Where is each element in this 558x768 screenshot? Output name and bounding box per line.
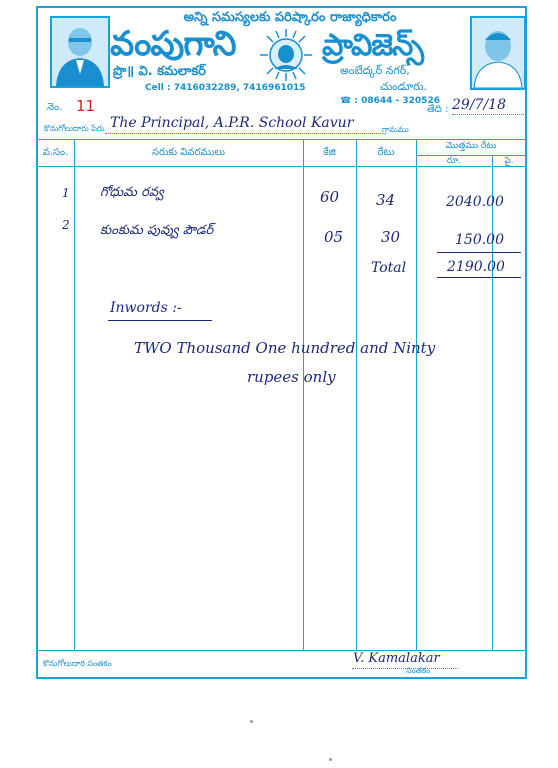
bill-no-label: నెం.	[47, 102, 63, 113]
header-ps: పై.	[504, 156, 514, 166]
buyer-underline	[105, 133, 381, 134]
sun-face-icon	[257, 28, 315, 82]
shop-name-right: ప్రావిజెన్స్	[322, 28, 424, 63]
col-divider-kg	[356, 139, 357, 650]
buyer-label: కొనుగోలుదారు పేరు	[44, 124, 105, 133]
buyer-name: The Principal, A.P.R. School Kavur	[110, 115, 354, 131]
row1-kg: 60	[320, 188, 340, 206]
address-line1: అంబేద్కర్ నగర్,	[340, 64, 410, 77]
scan-speck	[250, 720, 253, 723]
date-label: తేది :	[427, 104, 449, 115]
shop-name-left: వంపుగాని	[110, 24, 236, 64]
col-divider-rate	[416, 139, 417, 650]
person-portrait-icon	[472, 18, 524, 88]
total-value: 2190.00	[447, 259, 505, 275]
inwords-line2: rupees only	[247, 368, 336, 386]
row2-amount: 150.00	[455, 232, 504, 248]
buyer-suffix: గ్రామము	[382, 125, 409, 134]
total-top-rule	[437, 252, 521, 253]
row2-sno: 2	[62, 218, 70, 232]
row2-item: కుంకుమ పువ్వు పౌడర్	[100, 223, 214, 238]
header-item: సరుకు వివరములు	[151, 147, 225, 158]
address-line2: చుండూరు.	[380, 80, 428, 93]
row1-item: గోధుమ రవ్వ	[100, 185, 164, 200]
bill-no-value: 11	[76, 97, 96, 115]
header-kg: కేజి	[323, 147, 336, 158]
table-bottom-line	[37, 650, 526, 651]
proprietor-name: ప్రొ॥ వి. కమలాకర్	[113, 64, 206, 79]
inwords-label: Inwords :-	[110, 300, 182, 316]
scan-speck	[329, 758, 332, 761]
total-label: Total	[371, 260, 407, 276]
seller-signature-label: సంతకం	[406, 666, 431, 675]
signature-line	[352, 668, 458, 669]
left-portrait	[50, 16, 110, 88]
col-divider-sno	[74, 139, 75, 650]
col-divider-item	[303, 139, 304, 650]
phone-number: ☎ : 08644 - 320526	[340, 96, 440, 106]
row2-rate: 30	[381, 228, 401, 246]
row1-sno: 1	[62, 186, 70, 200]
center-logo	[257, 28, 315, 82]
date-value: 29/7/18	[452, 97, 506, 113]
right-portrait	[470, 16, 526, 90]
buyer-signature-label: కొనుగోలుదారి సంతకం	[43, 659, 112, 668]
row1-amount: 2040.00	[446, 194, 504, 210]
row2-kg: 05	[324, 228, 344, 246]
header-amount: మొత్తము రేటు	[445, 141, 497, 151]
col-divider-rs-ps	[492, 155, 493, 650]
header-sno: వ.సం.	[42, 147, 69, 158]
tagline: అన్ని సమస్యలకు పరిష్కారం రాజ్యాధికారం	[183, 10, 397, 25]
date-underline	[452, 114, 524, 116]
seller-signature: V. Kamalakar	[353, 651, 440, 666]
total-bottom-rule	[437, 277, 521, 278]
person-portrait-icon	[52, 18, 108, 86]
row1-rate: 34	[376, 191, 396, 209]
header-rs: రూ.	[446, 156, 462, 166]
cell-numbers: Cell : 7416032289, 7416961015	[145, 83, 306, 93]
table-top-line	[37, 139, 526, 140]
inwords-line1: TWO Thousand One hundred and Ninty	[134, 339, 436, 357]
header-rate: రేటు	[377, 147, 395, 158]
inwords-underline	[108, 320, 212, 321]
